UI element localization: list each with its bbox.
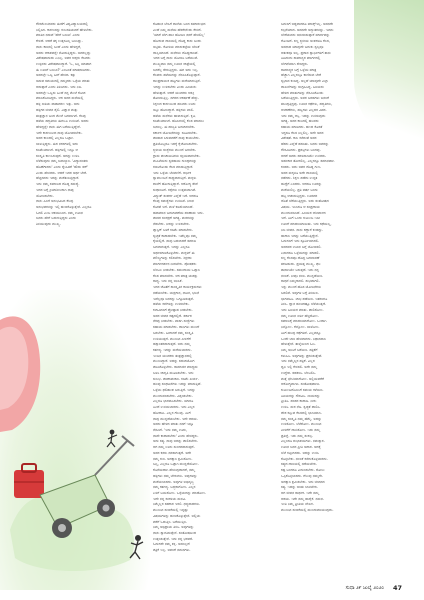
text-line: ಅವರು ಹೇಳಿದ ಮಾತು ನನಗೆ ಇನ್ನೂ: [153, 422, 194, 427]
text-line: ಕೊರತೆ ಇದೆ. ಮಳೆ ಕಡಿಮೆಯಾಗಿದೆ.: [153, 205, 194, 209]
text-line: ಹೋಗುವ ದಾರಿಯಲ್ಲಿ ದೊಡ್ಡ ಕಾರು ಬಂದು: [153, 39, 202, 44]
text-line: ಏಳಿಗೆ ಬಯಸೋಣ. ಒಳ್ಳೆಯದನ್ನು ಮಾಡೋಣ.: [153, 490, 207, 495]
text-line: ಬಿಟ್ಟಿತು. ಕೋಳಿಯ ಮಾರುಕಟ್ಟೆಯ ಬೇಡಿಕೆ: [153, 44, 200, 49]
text-line: ತಿಳಿಸಿ. ಜ್ಞಾನ ಹಂಚಿದಷ್ಟೂ ಬೆಳೆಯುತ್ತದೆ.: [281, 302, 327, 307]
text-line: ನಿಜ ಜೀವನ. ನಾನು ಕಣ್ಣಾರೆ ಕಂಡದ್ದು.: [281, 227, 324, 232]
text-line: ಸ್ವಾವಲಂಬನೆ ಸಾಧ್ಯವಾಗುತ್ತಿದೆ. ಮಕ್ಕಳು: [153, 176, 197, 181]
text-line: ಉಳಿಸಿ. ಮರ ನೆಡಿ. ಸ್ವಚ್ಛತೆ ಪಾಲಿಸಿ.: [281, 405, 321, 410]
text-line: ತೋರಿಸುತ್ತಿಲ್ಲ. ನಗರದ ಆಕರ್ಷಣೆ ಹೆಚ್ಚು.: [153, 96, 200, 101]
text-line: ಪ್ರತಿಯೊಬ್ಬರೂ ಇದಕ್ಕೆ ಕೈಜೋಡಿಸಬೇಕು.: [153, 142, 198, 147]
text-line: ತರಬಹುದು. ಪ್ರಯತ್ನ ಮುಖ್ಯ. ಫಲ: [281, 262, 321, 267]
text-line: ಇದು ನಮ್ಮ ಆಸ್ತಿ. ಇದನ್ನು ಉಳಿಸುವುದು: [281, 113, 326, 118]
text-line: ಉದ್ದೇಶ. ಸಹಕರಿಸಿ. ಬೆಂಬಲಿಸಿ.: [281, 370, 317, 375]
text-line: ನಡೆದರು. ಶಿಕ್ಷಣ ಪಡೆದು ಉನ್ನತ: [281, 176, 318, 181]
text-line: ನಮ್ಮ ಕರ್ತವ್ಯ. ಬದ್ಧರಾಗೋಣ. ಎಲ್ಲರ: [153, 485, 196, 490]
text-line: ಬದಲಾಗುತ್ತದೆ. ಇದನ್ನು ಎಲ್ಲರೂ: [153, 245, 190, 250]
text-line: ಕಳುಹಿಸಿ. ಅವುಗಳನ್ನು ಪ್ರಕಟಿಸುತ್ತೇವೆ.: [281, 353, 323, 358]
text-line: ಬನ್ನಿ, ಎಲ್ಲರೂ ಒಟ್ಟಾಗಿ ಮುನ್ನಡೆಯೋಣ.: [153, 462, 199, 467]
text-line: ಹೇಳುತ್ತಾರೆ. ಆದರೆ ಯುವಕರು ಆಸಕ್ತಿ: [153, 90, 195, 95]
text-line: ಹಸ್ತಾಂತರವಾಗುತ್ತದೆ. ಅದು ನಮ್ಮ: [153, 342, 191, 347]
text-line: ಮುಂದಿದ್ದಾರೆ. ಅದನ್ನು ಸದುಪಯೋಗ: [153, 359, 195, 364]
text-line: ಕಷ್ಟ ಬಂದರೂ ಎದುರಿಸಬೇಕು. ಸೋಲು: [281, 468, 325, 473]
text-line: ಹಳ್ಳಿಗಳು ನಮ್ಮ ಬೇರುಗಳು. ಅವುಗಳನ್ನು: [153, 473, 198, 478]
text-line: ನಿಮ್ಮ ಅನಿಸಿಕೆ ಬರೆಯಿರಿ. ಪತ್ರಿಕೆಗೆ: [281, 347, 318, 352]
text-line: ತಾನಾಗಿಯೇ ಬರುತ್ತದೆ. ಇದು ನನ್ನ: [281, 267, 319, 272]
text-line: ಅವನಾದ ಯಾವುದೇ ಬದುಕು ಸ್ವಲ್ಪವೂ: [281, 44, 324, 49]
text-line: ನೆನಪಿದೆ. 'ಇದು ನಮ್ಮ ಊರು,: [153, 428, 188, 433]
text-line: ಈ ಊರಿಗೆ ಬಂದಿರಿ?' ಎಂಬಂತೆ ಮಾತನಾಡಿದರು.: [36, 67, 91, 72]
text-line: ಮತ್ತೆ ಭೇಟಿಯಾಗೋಣ. ಅಲ್ಲಿಯವರೆಗೆ: [281, 376, 325, 381]
text-line: ಒಪ್ಪಿಕೊಳ್ಳಬಾರದು. ಗೆಲುವು ನಮ್ಮದೇ.: [281, 473, 324, 478]
text-line: ಜನರಿಲ್ಲ. ಈ ಪರಿಸ್ಥಿತಿ ಬದಲಾಗಬೇಕು.: [153, 124, 196, 129]
text-line: ನಮ್ಮ ಗುರಿ. ಅದಕ್ಕಾಗಿ ಶ್ರಮಿಸೋಣ.: [153, 456, 193, 461]
text-line: ಹೆಚ್ಚಿನವರು ಇದನ್ನು ಮರೆತುಬಿಟ್ಟಿದ್ದಾರೆ.: [36, 176, 80, 181]
text-line: ಕೇಳಿದೆ. ಆದರೆ ತಕ್ಕ ಉತ್ತರವಿಲ್ಲ ಬಂದಿದ್ದು.: [36, 39, 83, 44]
text-line: ಆಡುತ್ತಾರೆ ಎಂದು ತಿಳಿಸಿದರು. ಇದು ನಿಜ.: [36, 84, 83, 89]
text-line: ಕೆಲಸ ಮಾಡಬೇಕು. ಆಗ ಮಾತ್ರ ಯಶಸ್ಸು: [153, 273, 198, 278]
text-line: ಆಗ ಜೀವನ ಸಾರ್ಥಕ. ಇದೇ ನಮ್ಮ: [281, 490, 319, 495]
text-line: ಮುಂದುವರಿದಿದೆ. ಹಿರಿಯರ ಆಶೀರ್ವಾದ: [281, 210, 326, 215]
text-line: ನಿಮ್ಮೆಲ್ಲರ ಸಹಕಾರ ಇರಲಿ. ಧನ್ಯವಾದಗಳು.: [153, 502, 201, 507]
article-column-left: [36, 22, 146, 298]
text-line: 'ಯಾಕೆ ಬೇಗ ಹಾಕಿ ಹೋದಿರಿ ನನಗೆ ಹೇಳಲಿಲ್ಲ': [153, 33, 205, 38]
text-line: ಜನರೆಲ್ಲ ಸೇರುತ್ತಿದ್ದರು. ಈಗ ಅದು ಇಲ್ಲ.: [153, 67, 199, 72]
text-line: ನಾವು ಮುನ್ನಡೆಯಬೇಕು. ಇದೇ ಆಶಯ.: [153, 416, 198, 421]
text-line: ವಿಶೇಷವಾದುದು ಏನಿಲ್ಲ. ಅವರ ಆಪ್ತರು ಕೆಲವರು: [36, 56, 91, 61]
text-line: ಬದುಕಿಗೆ ಅಡ್ಡವಾದರೂ ಮಾಸ್ಕ್‌ಇಲ್ಲ. ಅವನದೇ: [281, 22, 334, 26]
text-line: ಪ್ಲಾಸ್ಟಿಕ್ ಬಳಕೆ ಕಡಿಮೆ ಮಾಡಬೇಕು.: [153, 227, 193, 232]
text-line: ಗ್ರಾಮ ಪಂಚಾಯಿತಿಗಳು ಸಕ್ರಿಯವಾಗಬೇಕು.: [153, 153, 201, 158]
text-line: ಯೋಚಿಸಬೇಕು.: [36, 193, 54, 198]
text-line: ಬೆಳೆಸುವುದು ನಮ್ಮ ಜವಾಬ್ದಾರಿ. 'ವಿದ್ಯಾವಂತರು: [36, 159, 89, 164]
text-line: ಕೊಡಗಿನ ಬೇಸಿಗೆ ಶಾಲೆಯ ಬಂದ ಸಮಾರಂಭದ: [153, 22, 206, 26]
text-line: ಹಲವು ಸಂಘಟನೆಗಳು ಇದನ್ನು ಮಾಡುತ್ತಿವೆ.: [153, 382, 202, 387]
text-line: ಆಚರಣೆಗಳು, ಹಬ್ಬಗಳು ಎಲ್ಲದರ ವಿವರ.: [281, 107, 327, 112]
text-line: ಇದನ್ನು ಉಳಿಸಬೇಕು ಎಂದು ಹಿರಿಯರು: [153, 84, 197, 89]
text-line: ಬೆಂಬಲ ನೀಡಬೇಕು. ಸಮುದಾಯ ಒಟ್ಟಾಗಿ: [153, 267, 200, 272]
text-line: ಕಡಿಮೆಯಾಗಿದೆ. ಹಳ್ಳಿಗಳಲ್ಲಿ ಇನ್ನೂ ಆ: [36, 147, 78, 152]
text-line: ಪ್ರತಿಜ್ಞೆ. ಇದು ನಮ್ಮ ಸಂಕಲ್ಪ.: [281, 433, 314, 438]
text-line: ಅನುಭವಗಳನ್ನು ಇಲ್ಲಿ ಹಂಚಿಕೊಳ್ಳುತ್ತೇನೆ. ಎಲ್ಲರೂ: [36, 205, 92, 209]
text-line: ಮಾತಿನ ನಡುವೆ 'ಹೇಗೆ ಬಂದಿರಿ' ಎಂದು: [36, 33, 80, 38]
text-line: ಬಿಟ್ಟು ಹೋಗಿದ್ದಾರೆ. ಹಳ್ಳಿಗಳು ಖಾಲಿ.: [153, 107, 195, 112]
text-line: ಹಳೆಯ ಕಲೆಗಳನ್ನು ಉಳಿಸಬೇಕು.: [153, 302, 190, 307]
text-line: ಸತ್ಯದ ದಾರಿಯಲ್ಲಿ ನಡೆಯಬೇಕು.: [281, 462, 318, 467]
text-line: ಕೈಯಲ್ಲಿದೆ. ನಾವು ಬದಲಾದರೆ ಸಮಾಜ: [153, 239, 197, 244]
text-line: ಹಾಗಾಗಿ ಇದನ್ನು ಬರೆಯುತ್ತಿದ್ದೇನೆ.: [281, 233, 319, 238]
text-line: ಪೀಳಿಗೆಗೆ ದಾಟಿಸೋಣ. ಇದು ನಮ್ಮ: [281, 428, 321, 433]
text-line: ಸುಧಾರಿಸಿದೆ. ರಸ್ತೆಗಳು ಉತ್ತಮವಾಗಿವೆ.: [153, 187, 197, 192]
text-line: ನಾನು ಕಾರಿನಲ್ಲಿ ಬಂದೆ ಎಂದು ಹೇಳಿದ್ದರೆ,: [36, 44, 82, 49]
text-line: ಬಾಳುತ್ತಿದ್ದರು. ಈಗ ನಗರಗಳಲ್ಲಿ ಅದು: [36, 142, 79, 147]
text-line: ಬರಲಿವೆ. ಅವುಗಳ ಬಗ್ಗೆ ತಿಳಿಯಿರಿ.: [281, 290, 319, 295]
page-footer: [0, 584, 424, 596]
text-line: ಎಂದು ಹೇಳಿದರು. ಆದರೆ ಇದರ ಅರ್ಥ ಬೇರೆ.: [36, 170, 88, 175]
text-line: ಆದರೆ ಅವರು ಸರಳವಾಗಿಯೇ ಉಳಿದರು.: [281, 153, 327, 158]
text-line: ಸ್ವಚ್ಛತೆ ಕಾಪಾಡಬೇಕು. ಇವೆಲ್ಲವೂ ನಮ್ಮ: [153, 233, 197, 238]
text-line: ಇನ್ನು ಮುಂದೆ ಹೊಸ ಯೋಜನೆಗಳು: [281, 285, 322, 290]
text-line: ಹಬ್ಬ ಆಚರಿಸುತ್ತಿದ್ದರು. ಊರವರ: [281, 193, 318, 198]
text-line: ಅವರ ಕನಸು ನನಸಾಗುತ್ತದೆ. ಅದೇ: [153, 450, 192, 455]
text-line: ಅವರ ಜೀವನ ಕಷ್ಟದಲ್ಲಿದೆ. ಸರ್ಕಾರ: [153, 313, 192, 318]
text-line: ಇದರ ಬಗ್ಗೆ ನಾನು ಯೋಚಿಸಿ ಬರೆಯುವೆ.: [153, 56, 199, 61]
text-line: ಎಲ್ಲರೂ ಭಾಗವಹಿಸಬೇಕು. ಯಾರೂ: [153, 399, 194, 404]
text-line: ಉತ್ತರಿಸುತ್ತೇನೆ. ಇದು ನನ್ನ ಭರವಸೆ.: [153, 536, 194, 541]
text-line: ಹುದ್ದೆಗೆ ಏರಿದರು. ಆದರೂ ಊರನ್ನು: [281, 182, 322, 187]
text-line: ಸಾಂಪ್ರದಾಯಿಕ ಹಬ್ಬಗಳು ಮರೆಯಾಗುತ್ತಿವೆ.: [153, 79, 201, 84]
text-line: ಕರ್ತವ್ಯ. ಇದನ್ನು ಮರೆಯಬಾರದು.: [153, 347, 192, 352]
text-line: ಜನರು ಹೇಗೆ ಬದುಕುತ್ತಿದ್ದರು ಎಂದು: [36, 216, 77, 221]
text-line: ಮಾರ್ಗದರ್ಶನ ನೀಡಬೇಕು. ಪೋಷಕರು: [153, 262, 197, 267]
text-line: ತಲುಪುತ್ತಿದ್ದವು. ಊರಿನ ಕಥೆಗಳು, ಪದ್ಧತಿಗಳು,: [281, 102, 333, 107]
text-line: ಬೇಗನೆಯಾಗಿ ಸೇರಿದ್ದರು.: [281, 62, 309, 67]
text-line: ಹಳೆಯ ಮನೆಗಳು ಹಾಳಾಗುತ್ತಿವೆ. ಕೃಷಿ: [153, 113, 196, 118]
text-line: ಹಳ್ಳಿ ರೀತಿಯ ವಾತಾವರಣ ಇತ್ತು. ಅದು: [36, 102, 80, 107]
text-line: ಕೆಲವು ಸಮಸ್ಯೆಗಳು ಉಳಿದಿವೆ. ನೀರಿನ: [153, 199, 194, 204]
text-line: ಹೊಣೆಗಾರರು' ಎಂದು ಸ್ನೇಹಿತರೆ 'ಹೌದು ಸರ್': [36, 164, 89, 169]
text-line: ಪರಿಸರ ಸಂರಕ್ಷಣೆ ಅಗತ್ಯ. ಮರಗಳನ್ನು: [153, 216, 195, 221]
text-line: ಅಹಂಕಾರ ತೋರಲಿಲ್ಲ. ಎಲ್ಲರನ್ನೂ ಸಮಾನವಾಗಿ: [281, 159, 335, 164]
article-illustration: [0, 300, 150, 580]
text-line: ಸ್ಥಳೀಯ ಸಂಸ್ಥೆಗಳು ಮುಂದೆ ಬರಬೇಕು.: [153, 147, 197, 152]
text-line: ಸಹಾಯ ಮಾಡಬೇಕು. ದಾನಿಗಳು ಮುಂದೆ: [153, 325, 200, 330]
text-line: ಸುಲಭ. ಪರಿಣಾಮಕಾರಿ. ಕಡಿಮೆ ಖರ್ಚು.: [153, 376, 199, 381]
text-line: ಕಲಾವಿದರಿಗೆ ಪ್ರೋತ್ಸಾಹ ನೀಡಬೇಕು.: [153, 307, 193, 312]
text-line: ಅವರು ಆಕಾಶವನ್ನೇ ನೋಡುತ್ತಿದ್ದರು. ಅವರಲ್ಲದ್ದು: [36, 50, 91, 55]
text-line: ಅವರಲ್ಲೇ ಒಬ್ಬರು ಹಿಂದೆ ನನ್ನ ಮೇಲೆ ಕೋಪ: [36, 90, 86, 95]
text-line: ಅರ್ಥಮಾಡಿಕೊಳ್ಳಬೇಕು. ಮಕ್ಕಳಿಗೆ ಈ: [153, 250, 195, 255]
text-line: ಮರೆಯಲಿಲ್ಲ. ಪ್ರತಿ ವರ್ಷ ಬಂದು: [281, 187, 318, 192]
text-line: ಹೇಳಿದ ಮಾತುಗಳನ್ನು ನೆನಪಿಸಿಕೊಂಡು: [281, 90, 324, 95]
text-line: ಸಹಾಯ ಮಾಡಿದರು. ಹಣದ ಕೊರತೆ: [281, 124, 323, 129]
text-line: ನಾನು ಸ್ವಾಗತಿಸುತ್ತೇನೆ. ಸಂತೋಷದಿಂದ: [153, 530, 197, 535]
magazine-issue: ಸುಧಾ ೨೯ ಜುಲೈ ೨೦೨೦: [345, 586, 384, 591]
text-line: ಹಿಂದೆ ಉಳಿಯಬಾರದು. ಇದು ಎಲ್ಲರ: [153, 405, 195, 410]
text-line: ಸಂಸ್ಕೃತಿ ಕಾಣಸಿಗುತ್ತದೆ. ಅದನ್ನು ಉಳಿಸಿ: [36, 153, 80, 158]
text-line: ಪತ್ರಿಕೆ ಇಲ್ಲ. ಅವರಿಗೆ ನಮನಗಳು.: [153, 548, 191, 553]
text-line: ಮರೆಯಬಾರದು. ಅವುಗಳ ಅಭಿವೃದ್ಧಿ: [153, 479, 194, 484]
text-line: ತಂತ್ರಜ್ಞಾನ ಬಂದ ಮೇಲೆ ಬದಲಾಗಿದೆ. ಕೆಲವು: [36, 113, 86, 118]
text-line: ಶಿಕ್ಷಣದ ಕಾರಣದಿಂದ ಹಲವರು ಊರು: [153, 102, 196, 107]
text-line: ಕೊನೆಯದಾಗಿ ಹೇಳುವುದಾದರೆ, ನಮ್ಮ: [153, 468, 195, 473]
text-line: ಹೇಳುತ್ತೇನೆ. ತಾಳ್ಮೆಯಿಂದ ಓದಿ.: [281, 342, 316, 347]
text-line: ಬೆಲೆ ಕಟ್ಟಲಾಗದು. ಅದನ್ನು ಉಳಿಸಿ: [281, 450, 319, 455]
text-line: ನೆರವು ನೀಡಬೇಕು. ಖಾಸಗಿ ಸಂಸ್ಥೆಗಳು: [153, 319, 195, 324]
text-line: ಹೇಳಿದ್ದನ್ನೇ ನಾನು ಈಗ ಬರೆಯುತ್ತಿದ್ದೇನೆ.: [36, 124, 81, 129]
text-line: ವಿಶೇಷತೆ. ಕಾಲ ಕಳೆದಂತೆ ಅವರ: [281, 136, 317, 141]
text-line: ಸಣ್ಣ ಕೆಲಸವೂ ದೊಡ್ಡ ಬದಲಾವಣೆ: [281, 256, 320, 261]
text-line: ಹೋರಾಟ. ಎಲ್ಲರ ಗೆಲುವು. ಹೀಗೆ: [153, 410, 191, 415]
text-line: ಅವರಲ್ಲೇ ಒಬ್ಬ ಹೀಗೆ ಹೇಳಿದ. ಕತ್ತು: [36, 73, 76, 78]
text-line: ಅಗತ್ಯ. ಅವರ ಕಾಲದಲ್ಲಿ ಹಲವರು: [281, 119, 319, 124]
text-line: ಗೌರಮೆಂಟಿನವರು ಈಚೆಗೆ ವಿಶ್ವವಿದ್ಯಾಲಯದಲ್ಲಿ: [36, 22, 88, 26]
text-line: ಕಡಿಮೆಯಾಗಿದೆ. ಹೊಲಗಳಲ್ಲಿ ಕೆಲಸ ಮಾಡಲು: [153, 119, 205, 124]
text-line: ಉಳಿಯುತ್ತದೆ. ಮುಂದಿನ ಪೀಳಿಗೆಗೆ: [153, 336, 191, 341]
text-line: ವಿದ್ಯುತ್ ಸಂಪರ್ಕ ಎಲ್ಲೆಡೆ ಇದೆ. ಆದರೂ: [153, 193, 199, 198]
article-column-right: [281, 22, 393, 578]
text-line: ಇಂತಿ ನಿಮ್ಮ ಪ್ರೀತಿಯ ಲೇಖಕ.: [281, 502, 314, 507]
text-line: ರಚಿಸಿಕೊಂಡು ಕೆಲಸ ಮಾಡುತ್ತಿದ್ದಾರೆ.: [153, 164, 194, 169]
text-line: ಅವರ ಕಾಲದಲ್ಲಿ ಎಲ್ಲರೂ ಒಟ್ಟಾಗಿ: [36, 136, 74, 141]
text-line: ವಿಷಯಗಳನ್ನು ಹಂಚಿಕೊಳ್ಳುತ್ತೇನೆ. ಅಲ್ಲಿಯ: [153, 513, 201, 518]
text-line: ನಾವೇ ಕಾಪಾಡಬೇಕು' ಎಂದು ಹೇಳಿದ್ದರು.: [153, 433, 199, 438]
text-line: ನಮ್ಮ ಊರಿನ ಕೀರ್ತಿ ಹೆಚ್ಚಿಸೋಣ.: [281, 313, 319, 318]
text-line: ಧ್ವನಿ ಇಲ್ಲಿ ಕೇಳಿಸಲಿ. ಅದೇ ನಮ್ಮ: [281, 365, 317, 370]
text-line: ಉಳ್ಳವರು ವಿಶೇಷವಾಗಿದ್ದಾರೆ. 'ಓ, ಬನ್ನಿ ಯಾವಾಗ: [36, 62, 92, 67]
text-line: ವಿಷಯ. ಇಂದಿಗೂ ಆ ಸಂಪ್ರದಾಯ: [281, 205, 320, 209]
text-line: ಮಾಡಿಕೊಂಡಿದ್ದರು. ಆಗ ಅವರ ಮನೆಯಲ್ಲಿ: [36, 96, 84, 101]
page-number: 47: [392, 584, 402, 592]
text-line: ಕೆಲವರು ಹಳೆಯದನ್ನು ನೆನಪಿಸಿಕೊಳ್ಳುತ್ತಾರೆ.: [153, 73, 201, 78]
text-line: ಓದಲಿ ಎಂಬ ಆಶಯದಿಂದ. ನಮ್ಮ ಊರಿನ: [36, 210, 83, 215]
text-line: ಮುಂದಿನ ಸಂಚಿಕೆಯಲ್ಲಿ ಇನ್ನಷ್ಟು: [153, 508, 189, 513]
text-line: ಸ್ವಭಾವ ಕಂಡಿದ್ದ. ಅಲ್ಲದೆ ಯಾವುದೇ ಎಲ್ಲಾ: [281, 79, 329, 84]
text-line: ಓದುಗರಿಗೆ ಇದು ಸ್ಫೂರ್ತಿಯಾಗಲಿ.: [281, 239, 320, 244]
text-line: ಶಾಲೆಗೆ ಹೋಗುತ್ತಿದ್ದಾರೆ. ಆರೋಗ್ಯ ಸೇವೆ: [153, 182, 198, 187]
text-line: ಜೊತೆ ಬೆರೆಯುತ್ತಿದ್ದರು. ಅದು ಸಂತೋಷದ: [281, 199, 329, 204]
text-line: ಇದರ ಬಗ್ಗೆ ಕ್ರಿಯಾಶೀಲರಾಗಿ ನಾವು: [36, 187, 74, 192]
text-line: ಇದ್ದರೂ ಕೆಲಸ ನಿಲ್ಲಲಿಲ್ಲ. ಅದೇ ಅವರ: [281, 130, 324, 135]
text-line: ಊರಿನ ಜನರ ಪ್ರೀತಿ ಅಪಾರ. ಅದಕ್ಕೆ: [281, 445, 321, 450]
text-line: ನೆಡಬೇಕು. ನೀರನ್ನು ಉಳಿಸಬೇಕು.: [153, 222, 191, 227]
text-line: ನಿಲ್ಲಿಸಿದ. ಕಾರಣವನ್ನು ಕುಲಪತಿಯವರೆ ಹೇಳಬೇಕು.: [36, 27, 93, 32]
text-line: ಇವೆಲ್ಲವೂ ಜನರನ್ನು ಒಗ್ಗೂಡಿಸುತ್ತವೆ.: [153, 296, 194, 301]
text-line: ಗೌರವಿಸಿದರು. ಪ್ರಶಸ್ತಿಗಳು ಬಂದವು.: [281, 147, 321, 152]
text-line: ಜಾಸ್ತಿಯಾಗಿದೆ. ಮನೆಗಳು ದೊಡ್ಡದಾಗಿವೆ.: [153, 50, 199, 55]
text-line: ಆಗ ನಮ್ಮ ಊರು ಸುಂದರವಾಗುತ್ತದೆ.: [153, 445, 195, 450]
text-line: ಆರೋಗ್ಯವಾಗಿರಿ. ಸಂತೋಷವಾಗಿರಿ.: [281, 382, 321, 387]
text-line: ಇದು ಹಿರಿಯರ ಮಾತು. ಪಾಲಿಸೋಣ.: [281, 307, 324, 312]
text-line: ಬಳಸಿ ಜಾಗೃತಿ ಮೂಡಿಸಬೇಕು. ಇದು: [153, 370, 194, 375]
text-line: ನಡೆಯಬೇಕು. ಯಕ್ಷಗಾನ, ನಾಟಕ, ಭಜನೆ: [153, 290, 200, 295]
text-line: ಆತಂಕವೂ ಅಲ್ಲ. ಪ್ರದಾನ ಸ್ವಾರ್ಥಿಗಳಿಗೆ ತಾನು: [281, 50, 331, 55]
text-line: ತಿಳಿಯುವುದು ಮುಖ್ಯ.: [36, 222, 61, 227]
text-line: ಸಮಾಜಕ್ಕೆ ಮಾದರಿಯಾಗೋಣ. ಒಂದಾಗಿ: [281, 319, 327, 324]
text-line: ಒಳ್ಳೆಯ ಫಲಿತಾಂಶ ಬರುತ್ತಿದೆ. ಇದನ್ನು: [153, 388, 196, 392]
text-line: ಅದು ಸತ್ಯ. ನಾವು ಅದನ್ನು ಪಾಲಿಸಬೇಕು.: [153, 439, 199, 444]
text-line: ನಾನು ಹಿಂದೆ ಅನುಭವಿಸಿದ ಕೆಲವು: [36, 199, 74, 204]
text-line: ಇಂದಿನ ಯುವಕರು ತಂತ್ರಜ್ಞಾನದಲ್ಲಿ: [153, 353, 192, 358]
text-line: ನಂಬಿಕೆ. ನೀವೂ ನಂಬಿ. ಮುನ್ನಡೆಯಿರಿ.: [281, 273, 324, 278]
text-line: ಇದು ನಮ್ಮೆಲ್ಲರ ಪತ್ರಿಕೆ. ಎಲ್ಲರ: [281, 359, 315, 364]
text-line: ಮುಂದಿನ ಸಂಚಿಕೆಯಲ್ಲಿ ಮುಂದುವರಿಯುವುದು.: [281, 508, 334, 513]
text-line: ಅವರವರ ಊರಿನ ಬಗ್ಗೆ ಯೋಚಿಸಲಿ.: [281, 245, 322, 250]
text-line: ಹೆಸರು ಎಲ್ಲೆಡೆ ಹರಡಿತು. ಜನರು ಅವರನ್ನು: [281, 142, 329, 147]
text-line: ಕಲ್ಪನೆಯಾದ. ಅವನದೇ ಅದ್ಭುತಗಳನ್ನು. ಇವನು: [281, 27, 334, 32]
text-line: ಸರ್ಕಾರ ಯೋಜನೆಗಳನ್ನು ರೂಪಿಸಬೇಕು.: [153, 130, 198, 135]
text-line: ಪರಿಹಾರ ಸಿಗುವವರೆಗೆ ನಾವು ಕಾಯಬೇಕು.: [153, 136, 200, 141]
text-line: ಸಾಧನೆ ನಿಮ್ಮದಾಗಲಿ. ಶುಭವಾಗಲಿ.: [281, 279, 320, 284]
text-line: ಭಾಗವಹಿಸಿ. ಲಾಭ ಪಡೆಯಿರಿ. ಇತರರಿಗೂ: [281, 296, 328, 301]
text-line: ಎಲ್ಲರಿಗೂ ಶುಭಾಶಯಗಳು. ನಮಸ್ಕಾರ.: [281, 439, 325, 444]
text-line: ಪಡಿಸಿಕೊಳ್ಳಬೇಕು. ಸಾಮಾಜಿಕ ಮಾಧ್ಯಮ: [153, 365, 198, 370]
text-line: ಅವರ ಮಕ್ಕಳೂ ಅದೇ ದಾರಿಯಲ್ಲಿ: [281, 170, 319, 175]
text-line: ಕಂಡರು. ಅದು ಅವರ ದೊಡ್ಡ ಗುಣ.: [281, 164, 322, 169]
text-line: ಹಳೆಯ ಪದ್ಧತಿಗಳು ಈಗಲೂ ಉಳಿದಿವೆ. ಅವರು: [36, 119, 89, 124]
text-line: ಕೊಳ್ಳಬೇಕು. ನಂಬಿಕೆ ಕಳೆದುಕೊಳ್ಳಬಾರದು.: [281, 456, 328, 461]
text-line: ಏನಾದರೂ ಒಳ್ಳೆಯದನ್ನು ಮಾಡಲಿ.: [281, 250, 320, 255]
text-line: ಊರಿಗೆ ಮಾದರಿಯಾಯಿತು. ಇದು ಕಥೆಯಲ್ಲ,: [281, 222, 332, 227]
text-line: ಅದಕ್ಕಾಗಿ ಶ್ರಮಿಸಬೇಕು. ಇದು ಜೀವನದ: [281, 479, 325, 484]
text-line: ಓದುಗರೇ ನಮ್ಮ ಶಕ್ತಿ. ಅವರಿಲ್ಲದೆ: [153, 542, 190, 547]
text-line: ಹಿರಿಯರನ್ನು ಗೌರವಿಸಿ. ಕಿರಿಯರನ್ನು: [281, 393, 321, 398]
text-line: ಎಂದೆ ನಿಮ್ಮ ಮನೆಯ ಹೆಸರೇನೆಂದು ಕೇಳಿದೆ.: [153, 27, 202, 32]
text-line: ಒಂದೇ ಬಾರಿ ಹೇಳಲಾಗದು. ನಿಧಾನವಾಗಿ: [281, 336, 326, 341]
text-line: ಗೊಂಡಿದೆ. ಸಣ್ಣ ಸ್ಥಳೀಯ ಅಂಶಗಳೂ ಕೆಲಸ,: [281, 39, 330, 44]
article-column-middle: [153, 22, 273, 578]
text-line: ಮುಖ್ಯವಾಗಿ ನಮ್ಮ ಊರಿನ ಜಾತ್ರೆಯಲ್ಲಿ: [153, 62, 196, 67]
text-line: ಇದೇ ನನ್ನ ಕಳಕಳಿಯ ಮನವಿ.: [153, 496, 187, 501]
text-line: ಕುಟುಂಬದೊಂದಿಗೆ ಸಮಯ ಕಳೆಯಿರಿ.: [281, 388, 324, 392]
text-line: ದೇಶ ಕಟ್ಟುವ ಕೆಲಸದಲ್ಲಿ ಭಾಗಿಯಾಗಿ.: [281, 410, 322, 415]
text-line: ಮುಂದುವರಿಸಬೇಕು. ವಿಸ್ತರಿಸಬೇಕು.: [153, 393, 193, 398]
text-line: ನಿಲ್ಲೋಣ. ಗೆಲ್ಲೋಣ. ಬಾಳೋಣ.: [281, 325, 320, 330]
text-line: ನಮ್ಮ ಸಂಸ್ಕೃತಿ ನಮ್ಮ ಹೆಮ್ಮೆ. ಅದನ್ನು: [281, 416, 322, 421]
text-line: ಪ್ರೀತಿಸಿ. ಪರಿಸರ ಕಾಪಾಡಿ. ನೀರು: [281, 399, 317, 404]
text-line: ಸತ್ಯ. ಇದನ್ನು ಅರಿತು ಬಾಳಬೇಕು.: [281, 485, 319, 490]
text-line: ಇದೇ ಕಾರಣದಿಂದ ನಾವು ಯೋಚಿಸಬೇಕು.: [36, 130, 83, 135]
text-line: ವರೆಗೆ ಓದುತ್ತಿರಿ. ಬರೆಯುತ್ತಿರಿ.: [153, 519, 188, 524]
text-line: ಹಿಡಿದುದು ಸಾಮಾನ್ಯರ ಮಾರ್ಗದಲ್ಲಿ: [281, 56, 321, 61]
text-line: ಇದು ನಮ್ಮ ಸಮಾಜದ ದೊಡ್ಡ ಸಮಸ್ಯೆ.: [36, 182, 80, 187]
text-line: ಇದೆ. ಹೀಗೆ ಒಂದು ಕುಟುಂಬ ಇಡೀ: [281, 216, 320, 221]
text-line: ಮಹಿಳೆಯರು ಸ್ವಸಹಾಯ ಗುಂಪುಗಳನ್ನು: [153, 159, 197, 164]
text-line: ದಾಖಲೆಗಳನ್ನು ಸಂಗ್ರಹಿಸಿದ್ದ. ಹಿರಿಯರು: [281, 84, 324, 89]
text-line: ಹೆಚ್ಚಾಗಿ ಎಲ್ಲರಲ್ಲೂ ಕಾಣಿಸುವ ಬೇರೆ: [281, 73, 322, 78]
text-line: ಬಿಡುವ ಸಮಯದಲ್ಲಿ ನಮ್ಮವರು ಒಳ್ಳೆಯ ಮಾತು: [36, 79, 90, 84]
text-line: ಹೀಗೆ ಹಲವು ಕಥೆಗಳಿವೆ. ಎಲ್ಲವನ್ನೂ: [281, 330, 321, 335]
text-line: ಉಳಿಸೋಣ. ಬೆಳೆಸೋಣ. ಮುಂದಿನ: [281, 422, 322, 427]
text-line: ಬರೆಯುತ್ತಿದ್ದರು. ಅವರ ಬರಹಗಳು ಜನರಿಗೆ: [281, 96, 330, 101]
text-line: ಬರಬೇಕು. ಹೀಗಾದರೆ ನಮ್ಮ ಸಂಸ್ಕೃತಿ: [153, 330, 194, 335]
text-line: ನಿಮ್ಮ ಅಭಿಪ್ರಾಯ ತಿಳಿಸಿ. ಅವುಗಳನ್ನು: [153, 525, 194, 530]
text-line: ಸಾಮಾನ್ಯರ ಬಗ್ಗೆ ಒಳ್ಳೆಯ ಮಾತ್ರ: [281, 67, 317, 72]
text-line: ಬೇರೆಯವರು ಅನುಸರಿಸುತ್ತಾರೆ ಮಾರ್ಗವನ್ನು: [281, 33, 330, 38]
text-line: ಆಶಯ. ಇದೇ ನಮ್ಮ ಹಾರೈಕೆ. ನಮನ.: [281, 496, 324, 501]
text-line: ಇದರ ಜೊತೆಗೆ ಸಾಂಸ್ಕೃತಿಕ ಕಾರ್ಯಕ್ರಮಗಳು: [153, 285, 202, 290]
text-line: ಇದು ಒಳ್ಳೆಯ ಬೆಳವಣಿಗೆ. ಆರ್ಥಿಕ: [153, 170, 192, 175]
text-line: ಮೌಲ್ಯಗಳನ್ನು ಕಲಿಸಬೇಕು. ಶಿಕ್ಷಕರು: [153, 256, 192, 261]
text-line: ಹಳ್ಳಿಗರ ಜೀವನ ಶೈಲಿ. ವಿಜ್ಞಾನ ಮತ್ತು: [36, 107, 78, 112]
text-line: ಹವಾಮಾನ ಬದಲಾವಣೆಯ ಪರಿಣಾಮ ಇದು.: [153, 210, 204, 215]
text-line: ಸಾಧ್ಯ. ಇದು ನನ್ನ ಅನಿಸಿಕೆ.: [153, 279, 183, 284]
